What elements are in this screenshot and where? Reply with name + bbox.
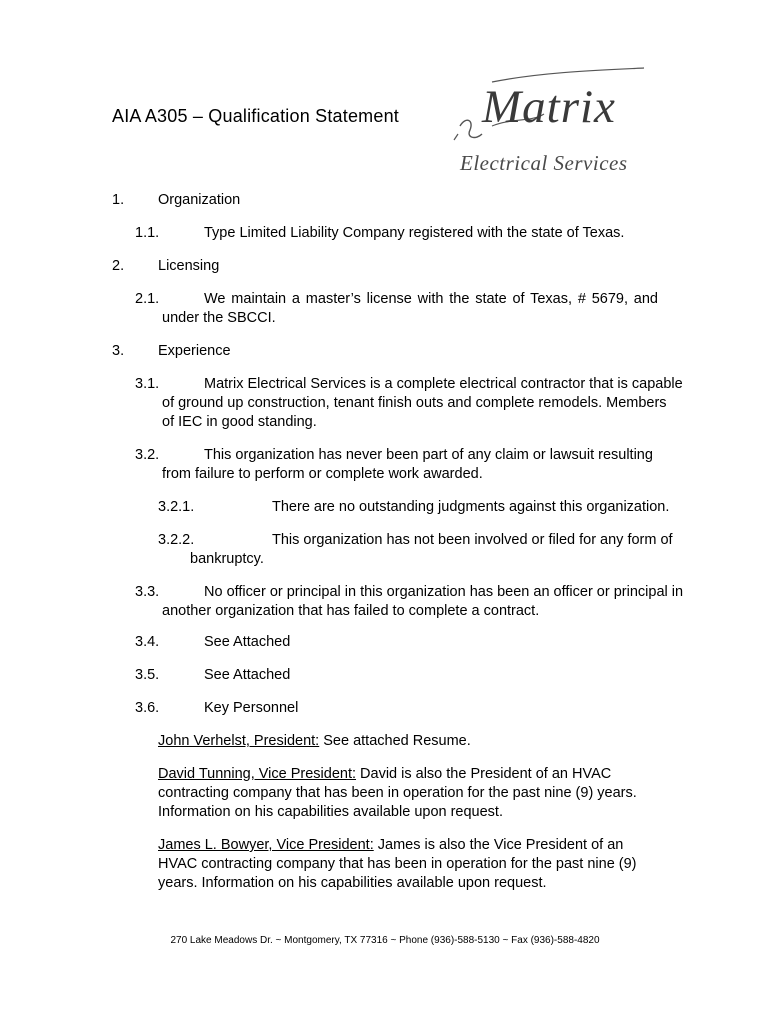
document-title: AIA A305 – Qualification Statement: [112, 106, 399, 126]
item-text: See Attached: [204, 667, 291, 683]
subitem-text: bankruptcy.: [190, 551, 264, 567]
personnel-desc: years. Information on his capabilities available upon request.: [158, 875, 547, 891]
personnel-entry: [158, 732, 471, 751]
personnel-desc: HVAC contracting company that has been in operation for the past nine (9): [158, 856, 637, 872]
item-text: Key Personnel: [204, 700, 299, 716]
item-text: Type Limited Liability Company registered with the state of Texas.: [204, 225, 625, 241]
company-logo: [452, 64, 662, 184]
item-text: another organization that has failed to complete a contract.: [162, 603, 540, 619]
logo-wordmark: Matrix: [482, 81, 616, 133]
personnel-desc: contracting company that has been in operation for the past nine (9) years.: [158, 785, 637, 801]
subitem-number: 3.2.2.: [158, 532, 195, 548]
item-text: under the SBCCI.: [162, 310, 276, 326]
personnel-desc: David is also the President of an HVAC: [356, 766, 612, 782]
personnel-desc: See attached Resume.: [319, 733, 471, 749]
logo-subtitle: Electrical Services: [460, 151, 628, 175]
personnel-entry: [158, 836, 623, 855]
item-number: 3.4.: [135, 634, 160, 650]
item-number: 2.1.: [135, 291, 160, 307]
item-number: 3.2.: [135, 447, 160, 463]
subitem-text: This organization has not been involved or filed for any form of: [272, 532, 673, 548]
item-number: 1.1.: [135, 225, 160, 241]
section-number: 2.: [112, 258, 125, 274]
personnel-name: John Verhelst, President:: [158, 733, 320, 749]
item-text: We maintain a master’s license with the state of Texas, # 5679, and: [204, 291, 658, 307]
subitem-text: There are no outstanding judgments against this organization.: [272, 499, 670, 515]
item-text: of IEC in good standing.: [162, 414, 317, 430]
personnel-desc: James is also the Vice President of an: [373, 837, 624, 853]
item-text: from failure to perform or complete work awarded.: [162, 466, 483, 482]
personnel-name: James L. Bowyer, Vice President:: [158, 837, 374, 853]
personnel-name: David Tunning, Vice President:: [158, 766, 357, 782]
subitem-number: 3.2.1.: [158, 499, 195, 515]
item-number: 3.5.: [135, 667, 160, 683]
item-text: See Attached: [204, 634, 291, 650]
item-text: Matrix Electrical Services is a complete electrical contractor that is capable: [204, 376, 683, 392]
section-number: 1.: [112, 192, 125, 208]
personnel-desc: Information on his capabilities available upon request.: [158, 804, 503, 820]
item-text: This organization has never been part of any claim or lawsuit resulting: [204, 447, 653, 463]
item-number: 3.3.: [135, 584, 160, 600]
item-number: 3.6.: [135, 700, 160, 716]
section-heading: Experience: [158, 343, 231, 359]
personnel-entry: [158, 765, 611, 784]
footer-address: 270 Lake Meadows Dr. ~ Montgomery, TX 77316 ~ Phone (936)-588-5130 ~ Fax (936)-588-4820: [170, 935, 600, 946]
section-heading: Licensing: [158, 258, 220, 274]
item-number: 3.1.: [135, 376, 160, 392]
section-heading: Organization: [158, 192, 241, 208]
item-text: No officer or principal in this organization has been an officer or principal in: [204, 584, 684, 600]
item-text: of ground up construction, tenant finish outs and complete remodels. Members: [162, 395, 667, 411]
section-number: 3.: [112, 343, 125, 359]
